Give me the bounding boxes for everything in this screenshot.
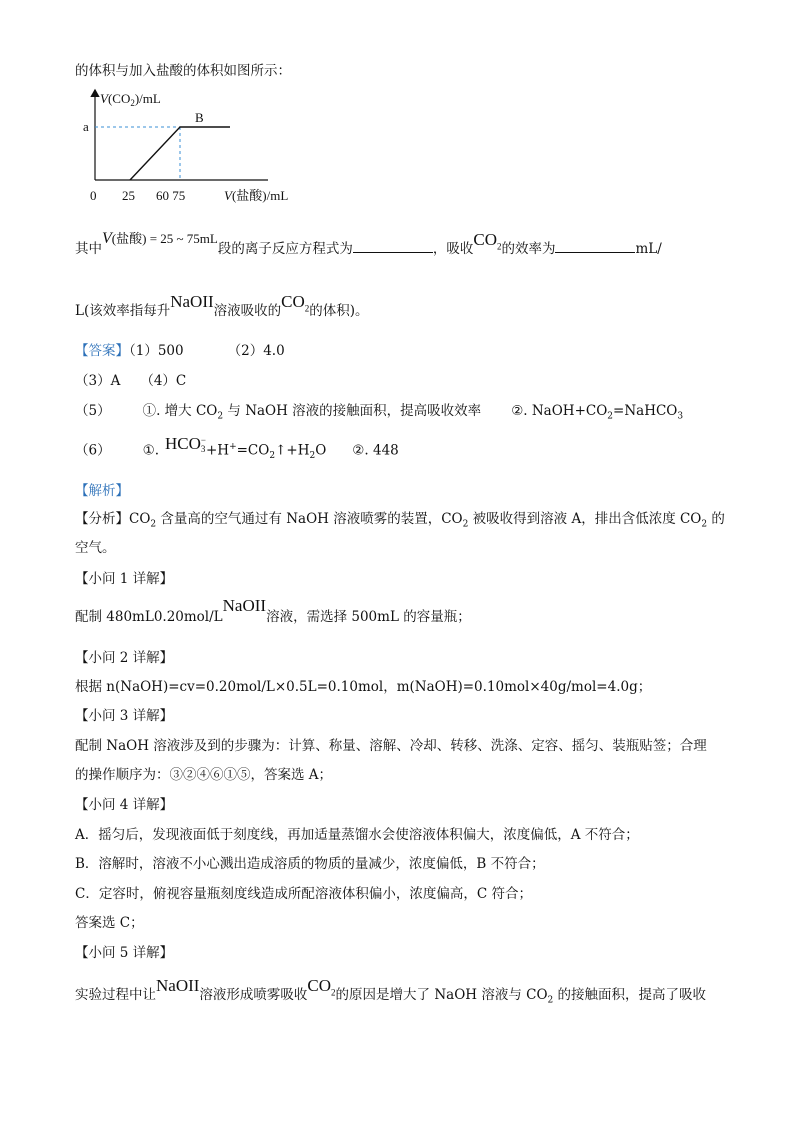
detail-q5: 实验过程中让NaOII溶液形成喷雾吸收$CO_2$的原因是增大了 NaOH 溶液与 $CO_2$ 的接触面积，提高了吸收 <box>75 976 707 1006</box>
detail-q3-line-1: 配制 NaOH 溶液涉及到的步骤为：计算、称量、溶解、冷却、转移、洗涤、定容、摇匀、装瓶贴签；合理 <box>75 738 707 754</box>
answer-tag: 【答案】 <box>75 343 129 359</box>
detail-q4-c: C．定容时，俯视容量瓶刻度线造成所配溶液体积偏小，浓度偏高，C 符合； <box>75 886 532 902</box>
heading-q1: 【小问 1 详解】 <box>75 571 174 587</box>
answer-line-4: （6） ①. HCO − 3 $+H^+=CO_2↑+H_2O$ ②. 448 <box>75 433 399 462</box>
heading-q2: 【小问 2 详解】 <box>75 650 174 666</box>
detail-q1: 配制 480mL0.20mol/LNaOII溶液，需选择 500mL 的容量瓶； <box>75 596 471 625</box>
origin-label: 0 <box>90 188 97 203</box>
answer-line-2: （3）A （4）C <box>75 373 187 389</box>
heading-q4: 【小问 4 详解】 <box>75 797 174 813</box>
detail-q4-answer: 答案选 C； <box>75 915 144 931</box>
detail-q2: 根据 n(NaOH)=cv=0.20mol/L×0.5L=0.10mol，m(NaOH)=0.10mol×40g/mol=4.0g； <box>75 679 652 695</box>
detail-q3-line-2: 的操作顺序为：③②④⑥①⑤，答案选 A； <box>75 767 333 783</box>
detail-q4-b: B．溶解时，溶液不小心溅出造成溶质的物质的量减少，浓度偏低，B 不符合； <box>75 856 545 872</box>
co2-formula: $CO_2$ <box>473 230 502 252</box>
detail-q4-a: A．摇匀后，发现液面低于刻度线，再加适量蒸馏水会使溶液体积偏大，浓度偏低，A 不符合； <box>75 827 639 843</box>
analysis-line-1: 【分析】$CO_2$ 含量高的空气通过有 NaOH 溶液喷雾的装置，$CO_2$ 被吸收得到溶液 A，排出含低浓度 $CO_2$ 的 <box>75 511 725 530</box>
analysis-line-2: 空气。 <box>75 540 116 556</box>
answer-line-3: （5） ①. 增大 $CO_2$ 与 NaOH 溶液的接触面积，提高吸收效率 ②. $NaOH+CO_2=NaHCO_3$ <box>75 403 684 422</box>
x25-label: 25 <box>122 188 135 203</box>
b-point-label: B <box>195 110 204 125</box>
x6075-label: 60 75 <box>156 188 186 203</box>
co2-volume-chart <box>78 82 338 212</box>
a-tick-label: a <box>83 119 89 134</box>
answer-blank-1[interactable] <box>353 238 433 253</box>
y-axis-label: $V(CO_2)/mL$ <box>100 91 161 108</box>
question-line-1: 其中V(盐酸) = 25 ~ 75mL段的离子反应方程式为 ，吸收$CO_2$的效率为 mL/ <box>75 230 662 257</box>
heading-q5: 【小问 5 详解】 <box>75 945 174 961</box>
heading-q3: 【小问 3 详解】 <box>75 708 174 724</box>
answer-blank-2[interactable] <box>555 238 635 253</box>
question-line-2: L(该效率指每升NaOII溶液吸收的$CO_2$的体积)。 <box>75 292 369 319</box>
intro-text: 的体积与加入盐酸的体积如图所示： <box>75 63 291 79</box>
x-axis-label: V(盐酸)/mL <box>224 188 289 203</box>
answer-line-1: 【答案】（1）500 （2）4.0 <box>75 343 285 359</box>
analysis-tag: 【解析】 <box>75 483 129 499</box>
